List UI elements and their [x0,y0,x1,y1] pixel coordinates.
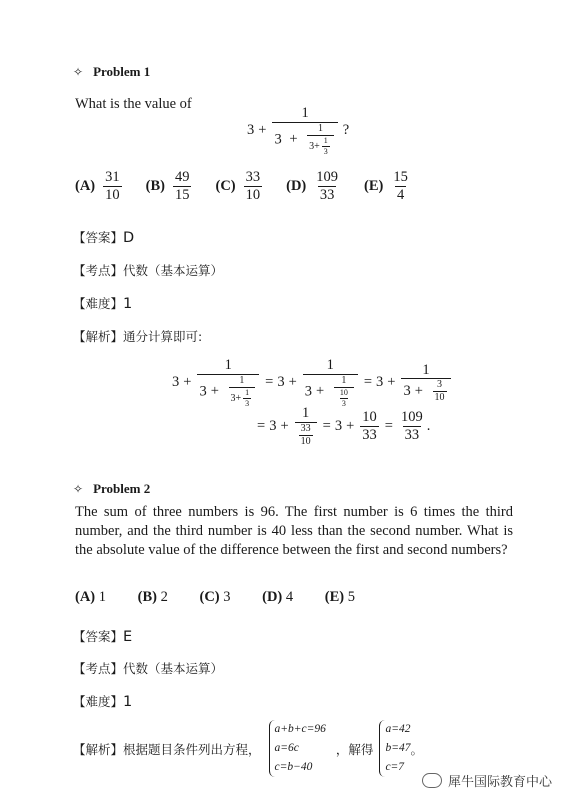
option-value: 1 [98,589,107,605]
sol-numerator: 10 [339,387,348,397]
problem-2-difficulty [73,692,132,712]
solution-line-2 [253,406,430,447]
sol-innermost-fraction [243,389,251,408]
analysis-tag: 【解析】 [73,329,124,344]
sol-inner-fraction [299,424,313,447]
plus-sign: + [316,382,325,399]
problem-2-options [75,589,383,606]
sol-numerator: 1 [302,405,310,421]
result-system [379,720,410,777]
sol-innermost-fraction [338,389,350,408]
problem-1-answer [73,228,134,248]
option-e [325,589,355,605]
plus-sign: + [288,374,297,391]
sol-result-fraction [399,410,425,442]
expr-numerator: 1 [323,135,328,145]
difficulty-tag: 【难度】 [73,296,124,311]
sol-fraction [401,363,450,404]
sol-numerator: 1 [245,387,250,397]
problem-1-heading [73,64,150,80]
option-numerator: 15 [393,169,408,185]
topic-value: 代数（基本运算） [123,661,224,676]
option-label: (D) [286,177,307,194]
sol-denominator [295,422,317,447]
sol-denominator: 10 [300,435,311,447]
option-value: 4 [285,589,294,605]
option-denominator: 4 [396,186,405,203]
diamond-icon: ✧ [73,65,84,79]
topic-tag: 【考点】 [73,263,124,278]
sol-term: 3 [230,392,236,404]
sol-numerator: 33 [300,422,311,434]
problem-2-title: Problem 2 [93,481,151,496]
analysis-text: 通分计算即可: [123,329,203,344]
solution-line-1 [172,358,453,408]
sol-numerator: 1 [239,374,245,386]
option-d [286,170,342,202]
sol-numerator: 1 [422,361,430,378]
sol-denominator: 33 [362,426,377,443]
plus-sign: + [289,130,298,147]
expr-inner-fraction [307,124,334,156]
problem-1-question: What is the value of [75,96,192,112]
option-label: (B) [137,589,157,605]
sol-numerator: 109 [400,409,423,426]
option-fraction [391,170,410,202]
option-label: (D) [262,589,283,605]
option-denominator: 10 [105,186,120,203]
option-label: (A) [75,177,96,194]
sol-inner-fraction [433,380,447,403]
problem-1-title: Problem 1 [93,64,151,79]
option-c [199,589,230,605]
sol-inner-fraction [334,376,354,408]
option-label: (E) [324,589,345,605]
sol-denominator: 3+ $\frac{1}{3}$ [229,387,256,408]
equation-system [269,720,326,777]
equation-row: c=b−40 [274,761,313,773]
plus-sign: + [280,417,289,434]
problem-2-answer [73,627,132,647]
expr-fraction [272,106,337,156]
option-label: (B) [145,177,165,194]
sol-fraction [303,358,358,408]
equals-sign: = [257,417,266,434]
difficulty-value: 1 [123,296,133,312]
problem-1-topic [73,261,223,279]
answer-tag: 【答案】 [73,629,124,644]
plus-sign: + [346,417,355,434]
analysis-tag: 【解析】 [73,741,124,757]
question-mark: ? [342,122,350,139]
problem-1-expression [247,106,349,156]
problem-1-analysis [73,327,202,345]
equation-row: a+b+c=96 [274,723,326,735]
topic-value: 代数（基本运算） [123,263,224,278]
sol-numerator: 1 [224,357,232,373]
expr-denominator [272,122,337,156]
option-value: 3 [223,589,231,605]
sol-denominator: 3 [341,398,346,408]
sol-denominator [303,374,358,408]
equals-sign: = [363,374,373,391]
option-label: (A) [75,589,96,605]
option-fraction [314,170,340,202]
result-row: a=42 [385,723,411,735]
problem-1-difficulty [73,294,132,314]
plus-sign: + [258,122,267,139]
option-label: (C) [199,589,220,605]
option-e [364,170,412,202]
equation-row: a=6c [274,742,299,754]
equals-sign: = [322,417,331,434]
option-value: 2 [160,589,168,605]
analysis-text: 根据题目条件列出方程， [123,741,261,757]
equals-sign: = [384,417,393,434]
sol-period: . [426,417,431,434]
sol-fraction [295,406,317,447]
problem-2-heading [73,481,150,497]
answer-tag: 【答案】 [73,230,124,245]
sol-fraction [197,358,259,408]
plus-sign: + [414,382,423,399]
option-c [215,170,264,202]
option-b [146,170,194,202]
sol-term: 3 [376,374,384,391]
topic-tag: 【考点】 [73,661,124,676]
sol-numerator: 1 [326,357,334,373]
expr-term: 3 [309,140,315,152]
sol-term: 3 [403,382,411,399]
solve-word: ，解得 [335,741,374,757]
sol-denominator: 3 [245,398,250,408]
expr-denominator: 3+ $\frac{1}{3}$ [307,135,334,156]
sol-term: 3 [172,374,180,391]
option-label: (C) [215,177,236,194]
sol-numerator: 1 [341,374,347,386]
expr-numerator: 1 [301,105,309,121]
option-label: (E) [364,177,384,194]
difficulty-tag: 【难度】 [73,694,124,709]
result-row: c=7 [385,761,405,773]
option-fraction [244,170,263,202]
option-denominator: 15 [174,186,190,203]
expr-innermost-fraction [322,137,330,156]
sol-term: 3 [199,382,207,399]
expr-term: 3 [247,122,255,139]
sol-term: 3 [334,417,343,434]
plus-sign: + [210,382,219,399]
option-denominator: 10 [245,186,261,203]
option-numerator: 109 [316,169,339,185]
plus-sign: + [183,374,192,391]
sol-denominator [334,387,354,408]
problem-2-topic [73,659,223,677]
diamond-icon: ✧ [73,482,84,496]
sol-fraction [360,410,379,442]
plus-sign: + [387,374,396,391]
option-numerator: 49 [174,169,190,185]
sol-numerator: 10 [362,409,377,426]
expr-term: 3 [274,130,282,147]
sol-denominator: 10 [434,392,445,403]
option-denominator: 33 [319,186,335,203]
equals-sign: = [265,374,274,391]
sol-term: 3 [304,382,313,399]
expr-denominator: 3 [323,146,328,156]
sol-denominator: 33 [404,426,420,443]
option-fraction [103,170,122,202]
wechat-icon [422,773,442,788]
sol-numerator: 3 [437,379,443,390]
problem-2-analysis [73,720,423,777]
option-fraction [173,170,192,202]
option-value: 5 [347,589,355,605]
option-a [75,170,124,202]
sol-denominator [197,374,259,408]
sol-term: 3 [277,374,285,391]
option-b [138,589,168,605]
problem-2-question: The sum of three numbers is 96. The first number is 6 times the third number, and the third number is 40 less than the second number. What is the absolute value of the difference between the first and second numbers? [75,504,513,558]
option-d [262,589,293,605]
end-period: 。 [410,741,423,757]
expr-numerator: 1 [317,122,323,134]
answer-value: D [123,230,135,246]
answer-value: E [123,629,133,645]
difficulty-value: 1 [123,694,133,710]
option-a [75,589,106,605]
problem-1-options [75,170,434,202]
sol-denominator [401,378,450,403]
sol-term: 3 [269,417,277,434]
sol-inner-fraction [229,376,256,408]
option-numerator: 33 [245,169,261,185]
option-numerator: 31 [105,169,120,185]
watermark [422,771,552,790]
result-row: b=47 [385,742,411,754]
watermark-text: 犀牛国际教育中心 [448,775,553,790]
